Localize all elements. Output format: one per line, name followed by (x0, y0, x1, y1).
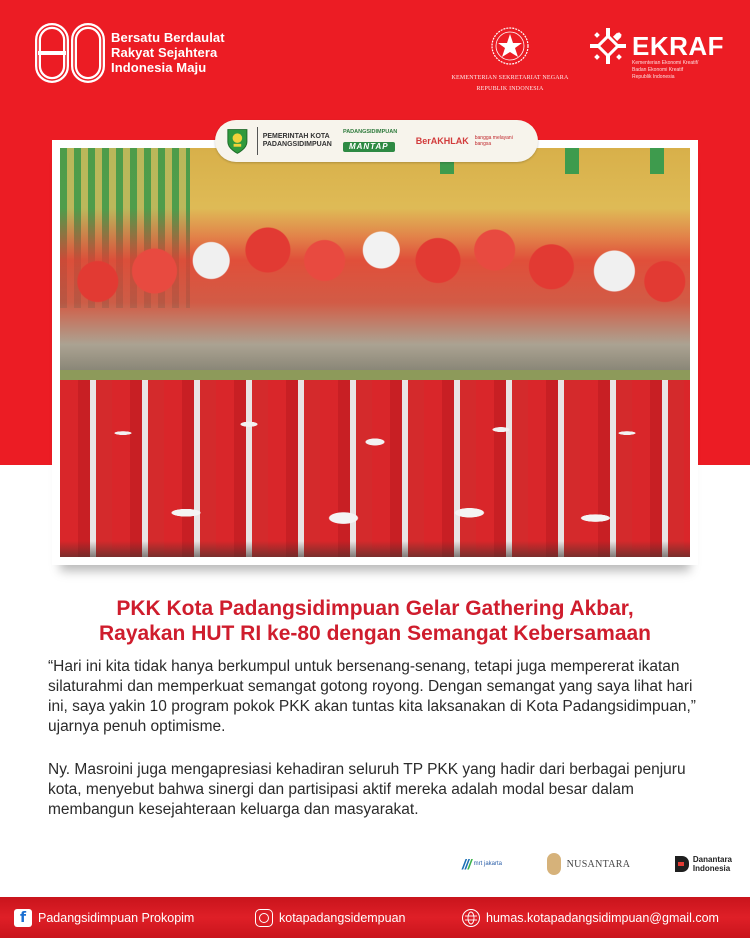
government-banner (215, 120, 538, 162)
padangsidimpuan-mantap-logo (343, 129, 408, 154)
ekraf-logo (588, 26, 738, 81)
group-photo-top (60, 166, 690, 376)
city-crest-icon (225, 126, 250, 156)
mrt-mark: /// (462, 856, 471, 872)
danantara-line2: Indonesia (692, 864, 731, 873)
ekraf-sub-line: Badan Ekonomi Kreatif (632, 67, 684, 73)
danantara-mark-icon (675, 856, 689, 872)
ekraf-star-mark-icon (588, 26, 628, 66)
ekraf-subtitle (632, 60, 738, 81)
government-name (263, 133, 339, 149)
email-link[interactable] (462, 909, 719, 927)
group-photo-bottom (60, 380, 690, 557)
instagram-link[interactable] (255, 909, 406, 927)
tagline-line: Rakyat Sejahtera (111, 45, 218, 60)
ekraf-sub-line: Republik Indonesia (632, 74, 675, 80)
article-title (0, 596, 750, 646)
nusantara-label: NUSANTARA (566, 858, 631, 870)
campaign-top: PADANGSIDIMPUAN (342, 128, 398, 135)
mrt-label: mrt jakarta (473, 861, 503, 867)
ekraf-sub-line: Kementerian Ekonomi Kreatif/ (632, 60, 699, 66)
tagline-line: Indonesia Maju (111, 60, 207, 75)
sponsor-logos (462, 850, 732, 878)
garuda-icon (547, 853, 561, 875)
mrt-jakarta-logo (462, 856, 502, 872)
setneg-name-line2: REPUBLIK INDONESIA (476, 86, 544, 92)
event-collage-photo (60, 148, 690, 557)
facebook-handle: Padangsidimpuan Prokopim (38, 910, 195, 925)
anniversary-tagline (111, 30, 225, 75)
berakhlak-logo: BerAKHLAK (415, 136, 469, 146)
gov-line1: PEMERINTAH KOTA (262, 133, 330, 140)
ekraf-wordmark: EKRAF (632, 30, 725, 61)
campaign-bottom: MANTAP (343, 142, 395, 152)
article-quote-paragraph: “Hari ini kita tidak hanya berkumpul untuk bersenang-senang, tetapi juga mempererat ikatan silaturahmi dan memperkuat semangat gotong royong. Dengan semangat yang saya lihat hari ini, saya yakin 10 program pokok PKK akan tuntas kita laksanakan di Kota Padangsidimpuan,” ujarnya penuh optimisme. (48, 658, 696, 735)
setneg-name-line1: KEMENTERIAN SEKRETARIAT NEGARA (451, 75, 569, 81)
facebook-icon: f (14, 909, 32, 927)
setneg-logo (440, 26, 580, 93)
danantara-label (693, 855, 732, 873)
danantara-logo (675, 855, 732, 873)
ground-shadow (60, 541, 690, 557)
email-address: humas.kotapadangsidimpuan@gmail.com (486, 910, 719, 925)
contact-footer (0, 897, 750, 938)
title-line2: Rayakan HUT RI ke-80 dengan Semangat Kebersamaan (98, 622, 652, 645)
danantara-line1: Danantara (692, 855, 732, 864)
instagram-handle: kotapadangsidempuan (279, 910, 406, 925)
article-body-paragraph: Ny. Masroini juga mengapresiasi kehadiran seluruh TP PKK yang hadir dari berbagai penjuru kota, menyebut bahwa sinergi dan partisipasi aktif mereka adalah modal besar dalam membangun kesejahteraan keluarga dan masyarakat. (48, 761, 686, 818)
facebook-link[interactable] (14, 909, 194, 927)
instagram-icon (255, 909, 273, 927)
globe-icon (462, 909, 480, 927)
banner-divider (257, 127, 258, 155)
photo-frame (52, 140, 698, 565)
bangga-melayani-logo: bangga melayani bangsa (474, 135, 513, 147)
star-emblem-icon (490, 26, 530, 66)
title-line1: PKK Kota Padangsidimpuan Gelar Gathering Akbar, (116, 597, 634, 620)
tagline-line: Bersatu Berdaulat (111, 30, 225, 45)
gov-line2: PADANGSIDIMPUAN (262, 141, 332, 148)
nusantara-logo (547, 853, 631, 875)
globe-glyph-icon (464, 911, 478, 925)
hut-ri-80-logo (34, 22, 106, 84)
